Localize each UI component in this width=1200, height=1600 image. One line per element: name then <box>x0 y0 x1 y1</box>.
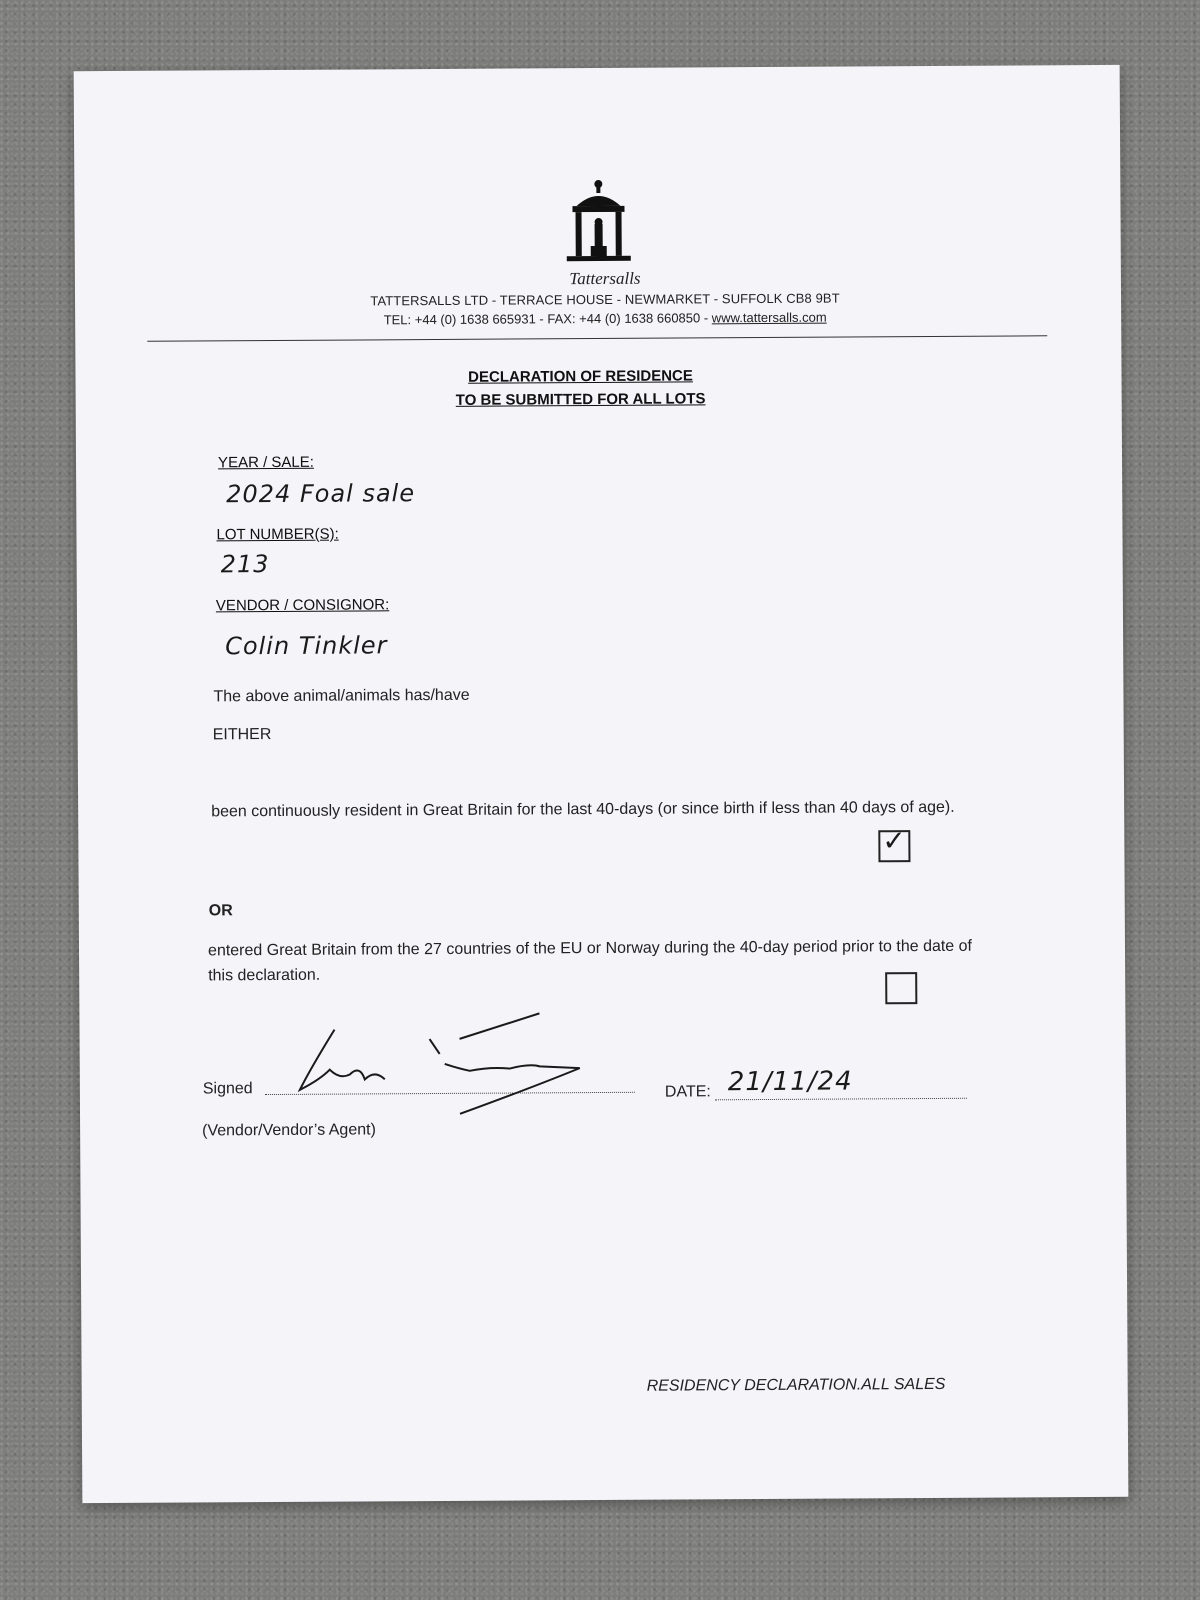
checkmark-icon: ✓ <box>882 825 906 857</box>
header-divider <box>147 335 1047 341</box>
company-contact <box>275 309 935 328</box>
vendor-value[interactable]: Colin Tinkler <box>225 631 388 661</box>
date-label: DATE: <box>664 1083 711 1101</box>
signed-label: Signed <box>202 1080 253 1098</box>
tattersalls-logo <box>558 178 639 268</box>
statement-intro: The above animal/animals has/have <box>213 686 470 706</box>
website-link[interactable]: www.tattersalls.com <box>711 309 827 326</box>
year-sale-label: YEAR / SALE: <box>217 453 314 472</box>
or-label: OR <box>208 902 233 920</box>
document-title <box>355 364 805 413</box>
lot-number-value[interactable]: 213 <box>220 550 270 579</box>
handwritten-signature <box>289 1008 590 1120</box>
either-label: EITHER <box>212 726 272 744</box>
company-address: TATTERSALLS LTD - TERRACE HOUSE - NEWMARKET - SUFFOLK CB8 9BT <box>370 290 840 309</box>
title-line-2: TO BE SUBMITTED FOR ALL LOTS <box>455 390 706 409</box>
brand-name: Tattersalls <box>569 268 641 289</box>
option-2-checkbox[interactable] <box>885 972 917 1004</box>
form-reference: RESIDENCY DECLARATION.ALL SALES <box>646 1375 946 1395</box>
option-2-text: entered Great Britain from the 27 countries of the EU or Norway during the 40-day period prior to the date of this declaration. <box>207 937 973 985</box>
vendor-agent-label: (Vendor/Vendor’s Agent) <box>202 1121 376 1140</box>
declaration-form <box>74 65 1129 1503</box>
title-line-1: DECLARATION OF RESIDENCE <box>468 367 693 386</box>
option-1-checkbox[interactable] <box>878 825 910 862</box>
vendor-label: VENDOR / CONSIGNOR: <box>215 596 390 615</box>
year-sale-value[interactable]: 2024 Foal sale <box>226 479 416 509</box>
date-value[interactable]: 21/11/24 <box>727 1066 853 1098</box>
date-line <box>715 1098 967 1101</box>
lot-number-label: LOT NUMBER(S): <box>216 525 339 544</box>
option-1-text: been continuously resident in Great Britain for the last 40-days (or since birth if less than 40 days of age). <box>211 798 955 821</box>
contact-numbers: TEL: +44 (0) 1638 665931 - FAX: +44 (0) 1638 660850 - <box>383 310 712 328</box>
